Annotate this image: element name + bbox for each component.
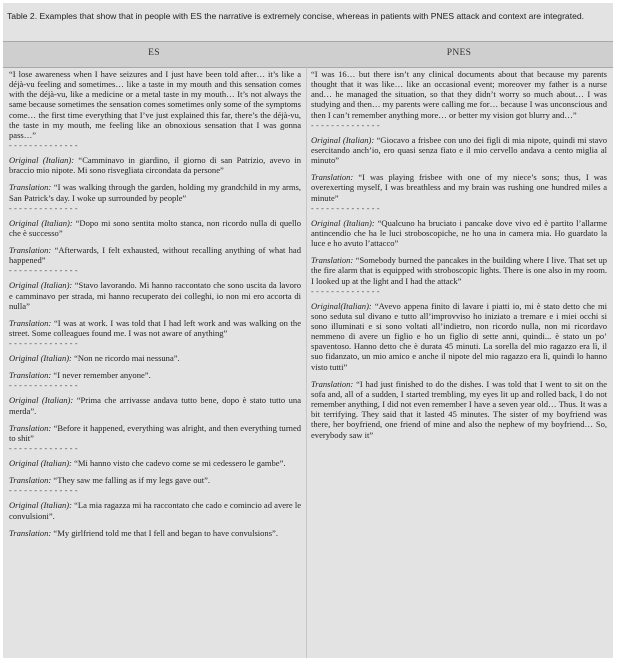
original-label: Original (Italian):	[9, 500, 72, 511]
translation-label: Translation:	[9, 182, 52, 193]
separator: - - - - - - - - - - - - - -	[9, 141, 78, 151]
es-translation-text-7: “My girlfriend told me that I fell and began to have convulsions”.	[53, 527, 278, 538]
table-caption: Table 2. Examples that show that in people with ES the narrative is extremely concise, whereas in patients with PNES attack and context are integrated.	[7, 11, 585, 21]
es-translation-3	[9, 318, 301, 338]
pnes-original-text-3: “Avevo appena finito di lavare i piatti io, mi è stato detto che mi sono seduta sul divano e tutto all’improvviso ho iniziato a tremare e i miei occhi si sono illuminati e si sono voltati all’indietro, non ricordo nulla, non mi ricordavo nemmeno di avere un figlio e ho un figlio di sette anni, quindi... è stato un po’ spaventoso. Hanno detto che è durata 45 minuti. La sorella del mio ragazzo era lì, il suo fidanzato, un mio amico e anche il nipote del mio ragazzo era lì, quindi lo hanno visto tutti”	[311, 300, 608, 372]
pnes-original-text-2: “Qualcuno ha bruciato i pancake dove vivo ed è partito l’allarme antincendio che ha le luci stroboscopiche, ne ho una in camera mia. Ho guardato la luce e ho avuto l’attacco”	[311, 217, 607, 249]
translation-label: Translation:	[9, 245, 52, 256]
es-translation-7	[9, 528, 301, 538]
pnes-original-2	[311, 218, 607, 248]
es-original-3	[9, 280, 301, 310]
es-column	[9, 69, 301, 538]
separator: - - - - - - - - - - - - - -	[9, 266, 78, 276]
es-original-text-7: “La mia ragazza mi ha raccontato che cado e comincio ad avere le convulsioni”.	[9, 500, 301, 521]
column-divider	[306, 66, 307, 658]
es-original-text-5: “Prima che arrivasse andava tutto bene, dopo è stato tutto una merda”.	[9, 395, 301, 416]
es-translation-5	[9, 423, 301, 443]
es-translation-text-2: “Afterwards, I felt exhausted, without recalling anything of what had happened”	[9, 245, 301, 266]
separator: - - - - - - - - - - - - - -	[311, 286, 380, 296]
original-label: Original (Italian):	[9, 353, 72, 364]
original-label: Original (Italian):	[9, 395, 74, 406]
original-label: Original (Italian):	[9, 217, 73, 228]
original-label: Original (Italian):	[9, 155, 75, 166]
original-label: Original (Italian):	[311, 217, 375, 228]
separator: - - - - - - - - - - - - - -	[9, 444, 78, 454]
pnes-translation-1	[311, 172, 607, 202]
es-original-7	[9, 500, 301, 520]
es-original-1	[9, 155, 301, 175]
translation-label: Translation:	[9, 422, 52, 433]
es-original-text-1: “Camminavo in giardino, il giorno di san Patrizio, avevo in braccio mio nipote. Mi sono risvegliata circondata da persone”	[9, 155, 301, 176]
es-translation-text-4: “I never remember anyone”.	[53, 370, 151, 381]
separator: - - - - - - - - - - - - - -	[9, 486, 78, 496]
es-translation-text-5: “Before it happened, everything was alright, and then everything turned to shit”	[9, 422, 302, 443]
separator: - - - - - - - - - - - - - -	[311, 203, 380, 213]
separator: - - - - - - - - - - - - - -	[311, 120, 380, 130]
translation-label: Translation:	[311, 255, 354, 266]
es-original-text-2: “Dopo mi sono sentita molto stanca, non ricordo nulla di quello che è successo”	[9, 217, 302, 238]
es-original-4	[9, 353, 301, 363]
original-label: Original (Italian):	[9, 458, 72, 469]
column-header-pnes: PNES	[446, 48, 472, 58]
translation-label: Translation:	[9, 370, 52, 381]
pnes-intro-quote: “I was 16… but there isn’t any clinical documents about that because my parents thought that it was like… like an occasional event; moreover my father is a nurse and… he managed the situation, so that they didn’t worry so much about… I was studying and then… my parents were calling me for… because I was unconscious and then I can’t remember anything more… or better my vision got blurry and…”	[311, 69, 607, 120]
es-original-2	[9, 218, 301, 238]
translation-label: Translation:	[9, 317, 52, 328]
column-header-es: ES	[148, 48, 160, 58]
es-intro-quote: “I lose awareness when I have seizures and I just have been told after… it’s like a déjà-vu feeling and sometimes… like a taste in my mouth and this sensation comes with the déjà-vu, like a medicine or a metal taste in my mouth… It’s not always the same because sometimes the sensation comes sometimes only some of the symptoms come… the first time everything that I’ve just explained this far, there’s the déjà-vu, the taste in my mouth, me feeling like an obnoxious sensation that I was gonna pass…”	[9, 69, 301, 140]
pnes-original-1	[311, 135, 607, 165]
es-original-text-6: “Mi hanno visto che cadevo come se mi cedessero le gambe”.	[74, 458, 286, 469]
original-label: Original(Italian):	[311, 300, 372, 311]
es-translation-4	[9, 370, 301, 380]
translation-label: Translation:	[311, 378, 354, 389]
es-original-6	[9, 458, 301, 468]
column-header-row	[3, 41, 613, 68]
pnes-translation-text-2: “Somebody burned the pancakes in the building where I live. That set up the fire alarm that is equipped with stroboscopic lights. There is one also in my room. I looked up at the light and I had the attack”	[311, 255, 607, 286]
es-translation-1	[9, 182, 301, 202]
pnes-original-text-1: “Giocavo a frisbee con uno dei figli di mia nipote, quindi mi stavo esercitando anch’io, ero quasi senza fiato e il mio cervello andava a cento miglia al minuto”	[311, 134, 608, 166]
translation-label: Translation:	[9, 475, 52, 486]
pnes-column	[311, 69, 607, 440]
pnes-original-3	[311, 301, 607, 372]
es-original-5	[9, 395, 301, 415]
separator: - - - - - - - - - - - - - -	[9, 203, 78, 213]
pnes-translation-2	[311, 255, 607, 285]
table	[3, 3, 613, 658]
es-translation-text-6: “They saw me falling as if my legs gave out”.	[53, 475, 211, 486]
translation-label: Translation:	[9, 527, 52, 538]
separator: - - - - - - - - - - - - - -	[9, 381, 78, 391]
es-translation-text-1: “I was walking through the garden, holding my grandchild in my arms, San Patrick’s day. I woke up surrounded by people”	[9, 182, 301, 203]
es-translation-text-3: “I was at work. I was told that I had left work and was walking on the street. Some colleagues found me. I was not aware of anything”	[9, 317, 301, 338]
es-original-text-3: “Stavo lavorando. Mi hanno raccontato che sono uscita da lavoro e camminavo per strada, mi hanno recuperato dei colleghi, io non mi ero accorta di nulla”	[9, 280, 301, 311]
es-translation-2	[9, 245, 301, 265]
es-translation-6	[9, 475, 301, 485]
original-label: Original (Italian):	[311, 134, 375, 145]
original-label: Original (Italian):	[9, 280, 73, 291]
translation-label: Translation:	[311, 172, 354, 183]
es-original-text-4: “Non ne ricordo mai nessuna”.	[74, 353, 180, 364]
pnes-translation-text-3: “I had just finished to do the dishes. I was told that I went to sit on the sofa and, all of a sudden, I started trembling, my eyes lit up and rolled back, I do not remember anything, I did not even remember I have a seven year old… Thus. It was a bit terrifying. They said that it lasted 45 minutes. The sister of my boyfriend was there, her boyfriend, one friend of mine and also the nephew of my boyfriend… So, everybody saw it”	[311, 378, 607, 440]
separator: - - - - - - - - - - - - - -	[9, 339, 78, 349]
pnes-translation-text-1: “I was playing frisbee with one of my niece’s sons; thus, I was overexerting myself, I was breathless and my brain was rushing one hundred miles a minute”	[311, 172, 607, 203]
pnes-translation-3	[311, 379, 607, 440]
